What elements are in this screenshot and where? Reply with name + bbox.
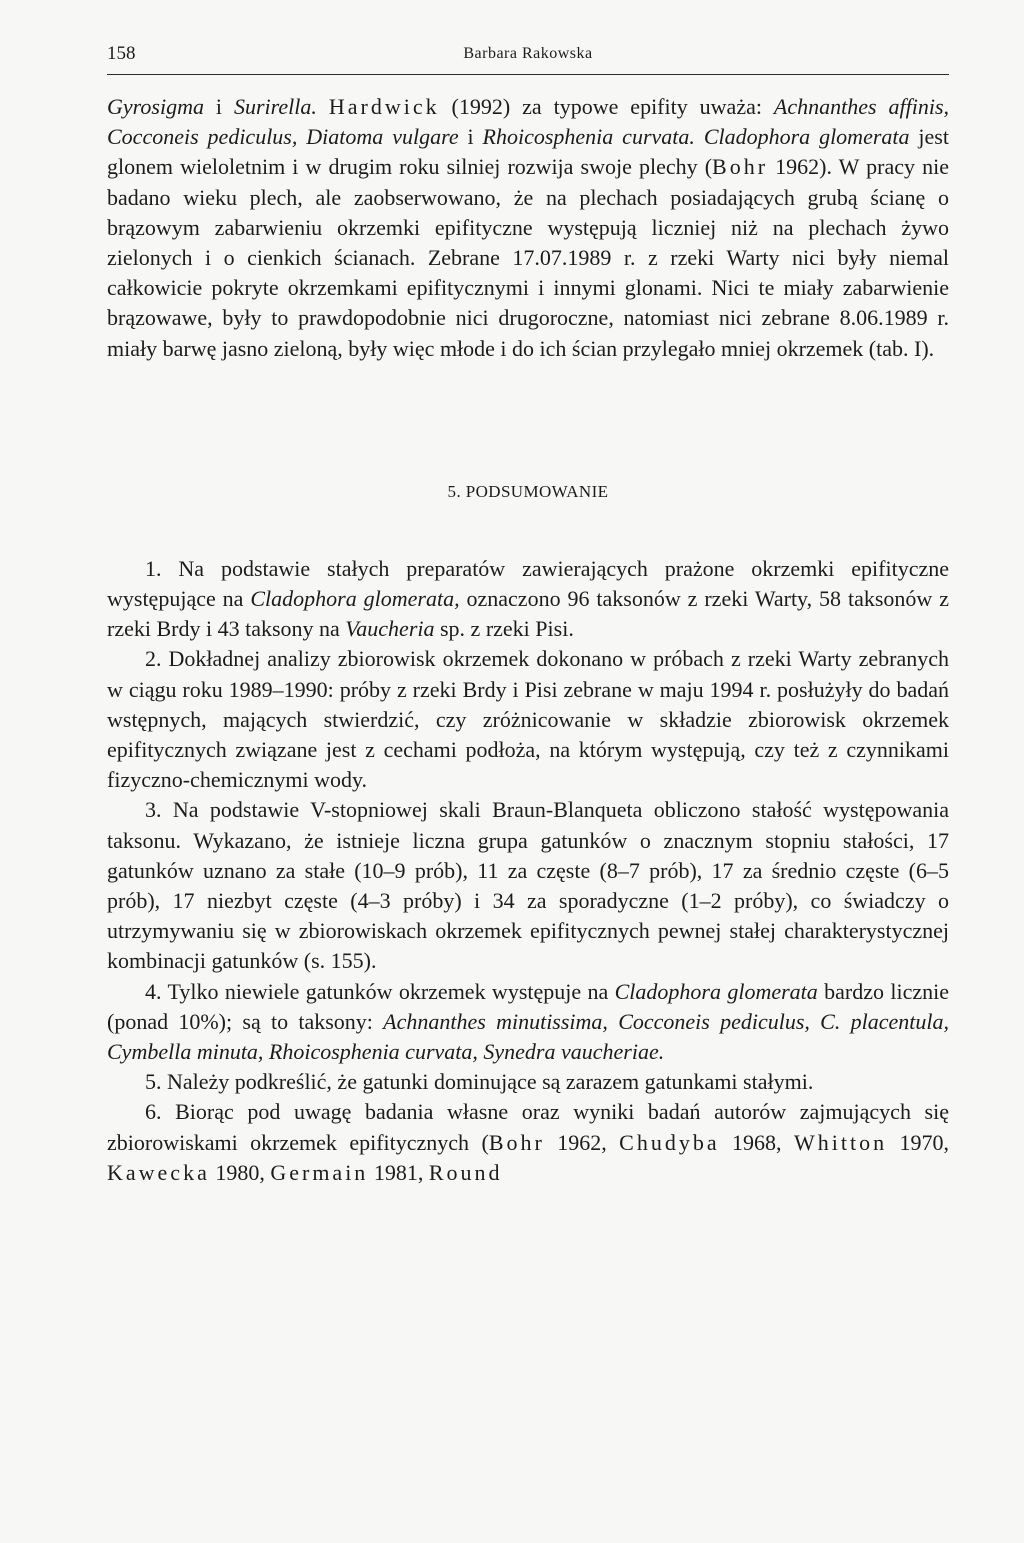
page-number: 158 [107, 43, 136, 64]
page-header [107, 40, 949, 75]
summary-item-5: 5. Należy podkreślić, że gatunki dominujące są zarazem gatunkami stałymi. [145, 1069, 814, 1095]
author-citation: Germain [270, 1159, 369, 1185]
author-citation: Chudyba [619, 1129, 720, 1155]
author-citation: Whitton [793, 1129, 888, 1155]
summary-item-4: 4. Tylko niewiele gatunków okrzemek występuje na Cladophora glomerata bardzo licznie (ponad 10%); są to taksony: Achnanthes minutissima, Cocconeis pediculus, C. placentula, Cymbella minuta, Rhoicosphenia curvata, Synedra vaucheriae. [107, 978, 949, 1065]
continuation-paragraph: Gyrosigma i Surirella. Hardwick (1992) za typowe epifity uważa: Achnanthes affinis, Cocconeis pediculus, Diatoma vulgare i Rhoicosphenia curvata. Cladophora glomerata jest glonem wieloletnim i w drugim roku silniej rozwija swoje plechy (Bohr 1962). W pracy nie badano wieku plech, ale zaobserwowano, że na plechach posiadających grubą ścianę o brązowym zabarwieniu okrzemki epifityczne występują liczniej niż na plechach żywo zielonych i o cienkich ścianach. Zebrane 17.07.1989 r. z rzeki Warty nici były niemal całkowicie pokryte okrzemkami epifitycznymi i innymi glonami. Nici te miały zabarwienie brązowawe, były to prawdopodobnie nici drugoroczne, natomiast nici zebrane 8.06.1989 r. miały barwę jasno zieloną, były więc młode i do ich ścian przylegało mniej okrzemek (tab. I). [107, 94, 949, 361]
summary-item-6: 6. Biorąc pod uwagę badania własne oraz wyniki badań autorów zajmujących się zbiorowiskami okrzemek epifitycznych (Bohr 1962, Chudyba 1968, Whitton 1970, Kawecka 1980, Germain 1981, Round [107, 1099, 950, 1185]
author-citation: Hardwick [328, 94, 440, 119]
summary-item-2: 2. Dokładnej analizy zbiorowisk okrzemek dokonano w próbach z rzeki Warty zebranych w ciągu roku 1989–1990: próby z rzeki Brdy i Pisi zebrane w maju 1994 r. posłużyły do badań wstępnych, mających stwierdzić, czy zróżnicowanie w składzie zbiorowisk okrzemek epifitycznych związane jest z cechami podłoża, na którym występują, czy też z czynnikami fizyczno-chemicznymi wody. [107, 646, 949, 793]
running-head: Barbara Rakowska [463, 45, 593, 62]
summary-item-1: 1. Na podstawie stałych preparatów zawierających prażone okrzemki epifityczne występujące na Cladophora glomerata, oznaczono 96 taksonów z rzeki Warty, 58 taksonów z rzeki Brdy i 43 taksony na Vaucheria sp. z rzeki Pisi. [107, 555, 949, 642]
page-body [107, 92, 949, 1188]
author-citation: Bohr [488, 1129, 545, 1155]
section-heading: 5. PODSUMOWANIE [447, 481, 609, 501]
author-citation: Round [428, 1159, 503, 1185]
summary-item-3: 3. Na podstawie V-stopniowej skali Braun-Blanqueta obliczono stałość występowania taksonu. Wykazano, że istnieje liczna grupa gatunków o znacznym stopniu stałości, 17 gatunków uznano za stałe (10–9 prób), 11 za częste (8–7 prób), 17 za średnio częste (6–5 prób), 17 niezbyt częste (4–3 próby) i 34 za sporadyczne (1–2 próby), co świadczy o utrzymywaniu się w zbiorowiskach okrzemek epifitycznych pewnej stałej charakterystycznej kombinacji gatunków (s. 155). [107, 797, 949, 974]
author-citation: Kawecka [107, 1159, 210, 1185]
author-citation: Bohr [712, 154, 769, 180]
